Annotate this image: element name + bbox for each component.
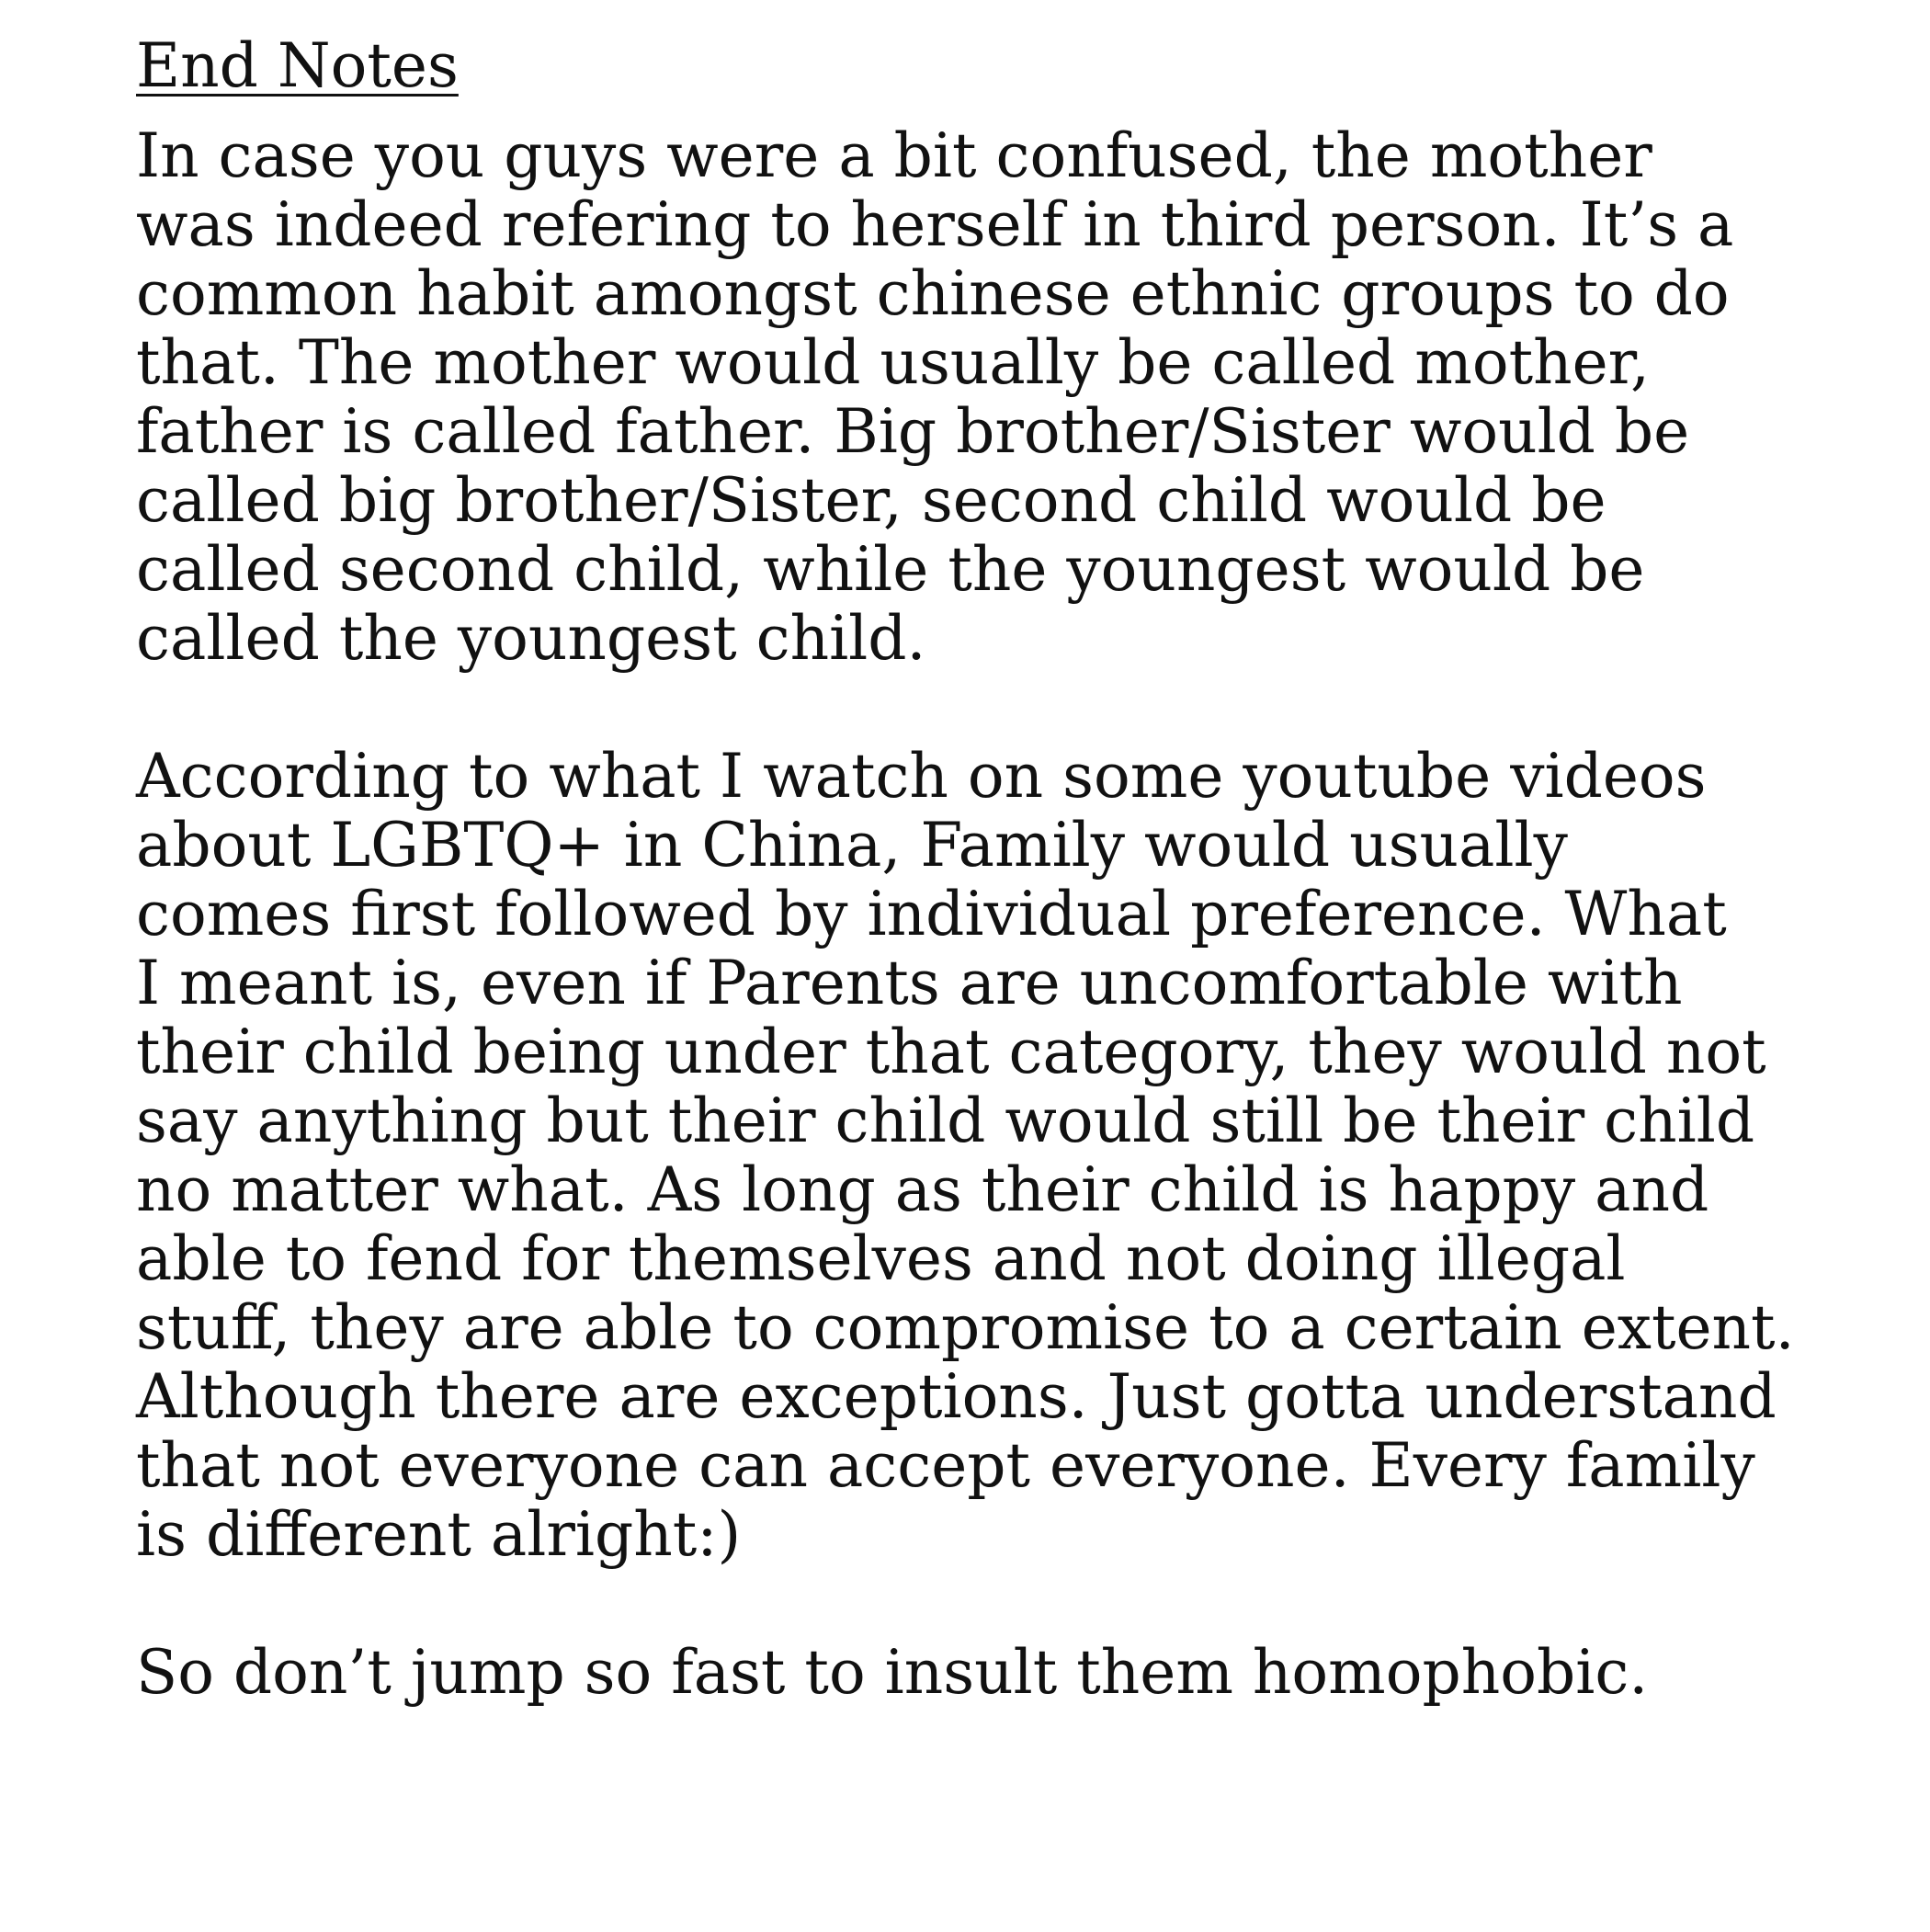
paragraph-spacer: [136, 673, 1882, 742]
text-line: called second child, while the youngest would be: [136, 534, 1645, 605]
text-line: that not everyone can accept everyone. Every family: [136, 1430, 1755, 1501]
text-line: is different alright:): [136, 1499, 742, 1570]
paragraph-3: [136, 1638, 1882, 1707]
text-line: father is called father. Big brother/Sister would be: [136, 396, 1690, 467]
text-line: So don’t jump so fast to insult them homophobic.: [136, 1637, 1649, 1708]
text-line: no matter what. As long as their child is happy and: [136, 1154, 1709, 1225]
end-notes-page: [136, 28, 1882, 1707]
text-line: common habit amongst chinese ethnic groups to do: [136, 258, 1730, 329]
text-line: their child being under that category, they would not: [136, 1017, 1766, 1087]
text-line: able to fend for themselves and not doing illegal: [136, 1223, 1626, 1294]
text-line: called the youngest child.: [136, 603, 926, 674]
page-title: End Notes: [136, 30, 459, 101]
text-line: comes first followed by individual preference. What: [136, 879, 1727, 949]
paragraph-spacer: [136, 1569, 1882, 1638]
text-line: In case you guys were a bit confused, the mother: [136, 120, 1652, 191]
text-line: was indeed refering to herself in third person. It’s a: [136, 189, 1734, 260]
text-line: Although there are exceptions. Just gotta understand: [136, 1361, 1777, 1432]
text-line: about LGBTQ+ in China, Family would usually: [136, 810, 1568, 881]
text-line: that. The mother would usually be called mother,: [136, 327, 1650, 398]
text-line: say anything but their child would still be their child: [136, 1085, 1755, 1156]
paragraph-2: [136, 742, 1882, 1569]
paragraph-1: [136, 121, 1882, 673]
text-line: stuff, they are able to compromise to a certain extent.: [136, 1292, 1795, 1363]
text-line: I meant is, even if Parents are uncomfortable with: [136, 948, 1683, 1018]
text-line: called big brother/Sister, second child would be: [136, 465, 1606, 536]
text-line: According to what I watch on some youtube videos: [136, 741, 1707, 812]
